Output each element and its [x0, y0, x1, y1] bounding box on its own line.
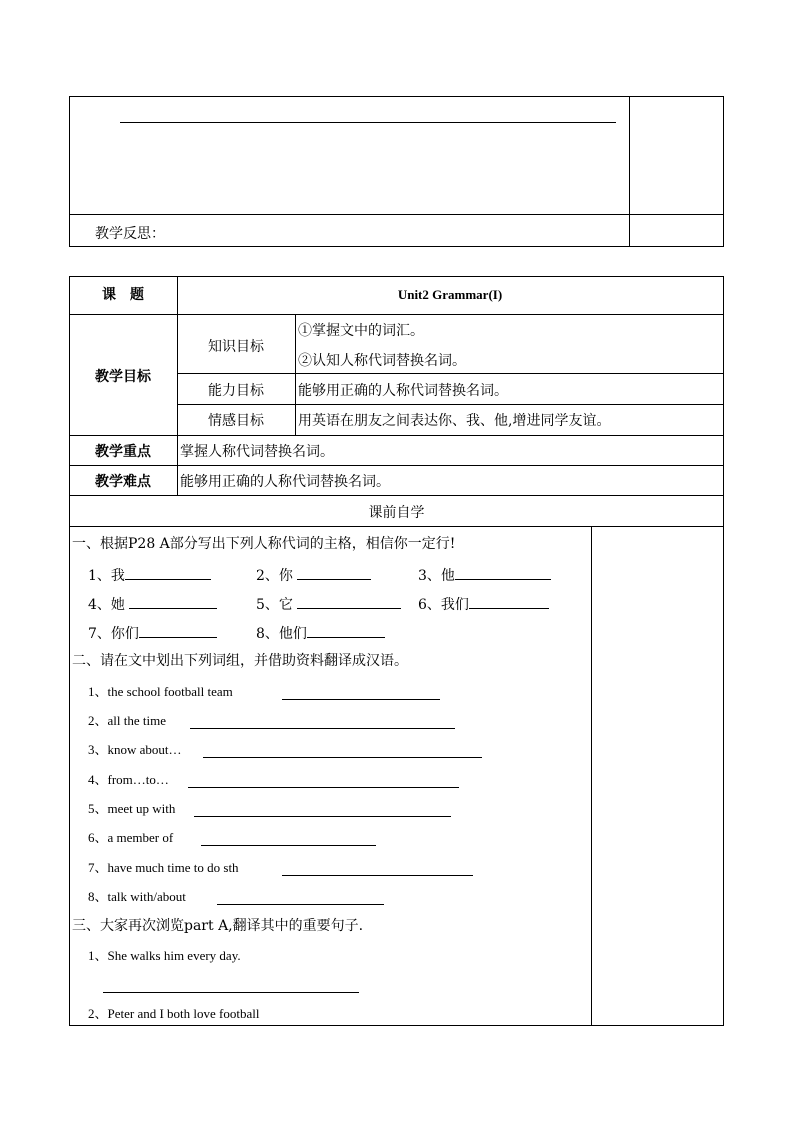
- phrase-item: 6、a member of: [88, 830, 174, 845]
- knowledge-label: 知识目标: [208, 339, 264, 355]
- phrase-item: 4、from…to…: [88, 772, 169, 787]
- section3-title: 三、大家再次浏览part A,翻译其中的重要句子.: [72, 918, 364, 934]
- emotion-label: 情感目标: [208, 413, 264, 429]
- answer-line[interactable]: [217, 904, 384, 905]
- knowledge-item-1: ①掌握文中的词汇。: [298, 323, 424, 339]
- answer-line[interactable]: [201, 845, 376, 846]
- sentence-item: 1、She walks him every day.: [88, 948, 241, 963]
- answer-blank[interactable]: [139, 623, 217, 638]
- pronoun-item: 8、他们: [256, 623, 385, 643]
- answer-line[interactable]: [282, 699, 440, 700]
- section1-title: 一、根据P28 A部分写出下列人称代词的主格，相信你一定行!: [72, 536, 456, 552]
- answer-blank[interactable]: [125, 565, 211, 580]
- answer-blank[interactable]: [469, 594, 549, 609]
- answer-blank[interactable]: [455, 565, 551, 580]
- answer-line[interactable]: [203, 757, 482, 758]
- phrase-item: 8、talk with/about: [88, 889, 186, 904]
- pronoun-item: 5、它: [256, 594, 401, 614]
- knowledge-item-2: ②认知人称代词替换名词。: [298, 353, 466, 369]
- answer-line[interactable]: [103, 992, 359, 993]
- pronoun-item: 7、你们: [88, 623, 217, 643]
- key-points-label: 教学重点: [95, 444, 151, 460]
- difficulty-label: 教学难点: [95, 474, 151, 490]
- answer-line[interactable]: [282, 875, 473, 876]
- topic-label: 课 题: [102, 287, 144, 303]
- sentence-item: 2、Peter and I both love football: [88, 1006, 260, 1021]
- preview-title: 课前自学: [368, 505, 425, 521]
- answer-blank[interactable]: [307, 623, 385, 638]
- reflection-label: 教学反思：: [95, 226, 165, 242]
- pronoun-item: 1、我: [88, 565, 211, 585]
- pronoun-item: 2、你: [256, 565, 371, 585]
- objectives-label: 教学目标: [95, 369, 151, 385]
- ability-value: 能够用正确的人称代词替换名词。: [298, 383, 508, 399]
- answer-line[interactable]: [194, 816, 451, 817]
- phrase-item: 1、the school football team: [88, 684, 233, 699]
- difficulty-value: 能够用正确的人称代词替换名词。: [180, 474, 390, 490]
- phrase-item: 5、meet up with: [88, 801, 176, 816]
- answer-line[interactable]: [188, 787, 459, 788]
- pronoun-item: 3、他: [418, 565, 551, 585]
- answer-blank[interactable]: [297, 594, 401, 609]
- emotion-value: 用英语在朋友之间表达你、我、他,增进同学友谊。: [298, 413, 611, 429]
- blank-writing-line: [120, 122, 616, 123]
- phrase-item: 7、have much time to do sth: [88, 860, 239, 875]
- phrase-item: 3、know about…: [88, 742, 182, 757]
- topic-value: Unit2 Grammar(I): [397, 287, 503, 302]
- answer-blank[interactable]: [129, 594, 217, 609]
- answer-line[interactable]: [190, 728, 455, 729]
- pronoun-item: 6、我们: [418, 594, 549, 614]
- section2-title: 二、请在文中划出下列词组，并借助资料翻译成汉语。: [72, 653, 408, 669]
- answer-blank[interactable]: [297, 565, 371, 580]
- key-points-value: 掌握人称代词替换名词。: [180, 444, 334, 460]
- phrase-item: 2、all the time: [88, 713, 166, 728]
- pronoun-item: 4、她: [88, 594, 217, 614]
- ability-label: 能力目标: [208, 383, 264, 399]
